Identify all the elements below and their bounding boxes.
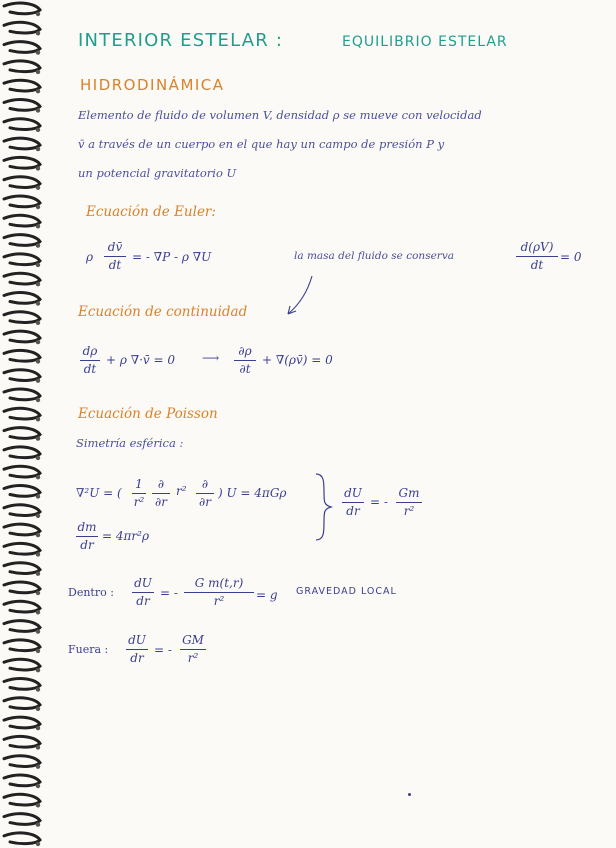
spiral-hole [36,475,40,479]
section-heading-hidrodinamica: HIDRODINÁMICA [80,76,225,94]
spiral-hole [36,89,40,93]
spiral-coil [4,524,40,535]
local-gravity-label: GRAVEDAD LOCAL [296,586,397,597]
spiral-coil [4,61,40,72]
mass-conservation-fraction [516,240,558,273]
spiral-hole [36,822,40,826]
spiral-hole [36,707,40,711]
spiral-coil [4,736,40,747]
spiral-hole [36,629,40,633]
spiral-hole [36,301,40,305]
spiral-binding [0,0,46,848]
spiral-coil [4,659,40,670]
spiral-hole [36,649,40,653]
inside-g-den: r² [213,594,225,608]
spiral-coil [4,756,40,767]
res2-num: Gm [398,486,420,500]
spiral-coil [4,698,40,709]
spiral-coil [4,235,40,246]
spiral-coil [4,447,40,458]
spiral-coil [4,814,40,825]
page-title: INTERIOR ESTELAR : [78,30,284,51]
spherical-symmetry-label: Simetría esférica : [76,436,184,450]
inside-fraction-Gm [184,576,254,609]
lap-frac-c [196,477,214,510]
intro-line-3: un potencial gravitatorio U [78,166,237,180]
spiral-coil [4,138,40,149]
mass-frac-den: dt [530,258,544,272]
spiral-hole [36,552,40,556]
euler-fraction [104,240,126,273]
right-brace-icon [312,472,334,542]
spiral-hole [36,147,40,151]
spiral-coil [4,543,40,554]
spiral-hole [36,166,40,170]
continuity-heading: Ecuación de continuidad [78,304,248,320]
spiral-coil [4,177,40,188]
intro-line-2: v̄ a través de un cuerpo en el que hay un campo de presión P y [78,137,445,151]
spiral-coil [4,254,40,265]
dm-dr-rhs: = 4πr²ρ [102,529,149,543]
euler-frac-den: dt [108,258,122,272]
spiral-coil [4,215,40,226]
spiral-hole [36,108,40,112]
spiral-coil [4,350,40,361]
spiral-hole [36,282,40,286]
spiral-hole [36,224,40,228]
cont-f2-den: ∂t [239,362,251,376]
spiral-coil [4,273,40,284]
spiral-coil [4,119,40,130]
spiral-coil [4,582,40,593]
cont-f1-num: dρ [82,344,98,358]
spiral-hole [36,128,40,132]
spiral-coil [4,331,40,342]
euler-rho: ρ [86,250,94,264]
inside-num: dU [134,576,152,590]
lap-fc-num: ∂ [201,477,209,491]
outside-equals: = - [154,643,172,657]
euler-frac-num: dv̄ [107,240,123,254]
implies-arrow-icon: ⟶ [202,351,220,365]
spiral-hole [36,340,40,344]
spiral-hole [36,533,40,537]
outside-fraction-dU [126,633,148,666]
outside-g-num: GM [182,633,204,647]
spiral-hole [36,263,40,267]
lap-r2: r² [176,484,187,498]
spiral-hole [36,243,40,247]
inside-equals: = - [160,586,178,600]
spiral-coil [4,100,40,111]
result-equals: = - [370,495,388,509]
spiral-coil [4,389,40,400]
spiral-coil [4,428,40,439]
spiral-hole [36,70,40,74]
mass-frac-num: d(ρV) [520,240,554,254]
mass-conservation-note: la masa del fluido se conserva [294,250,455,262]
spiral-coil [4,466,40,477]
spiral-coil [4,775,40,786]
spiral-coil [4,157,40,168]
spiral-coil [4,22,40,33]
result-fraction-Gm [396,486,422,519]
mass-conservation-rhs: = 0 [560,250,582,264]
ink-dot [408,793,411,796]
spiral-coil [4,3,40,14]
spiral-hole [36,31,40,35]
spiral-coil [4,196,40,207]
spiral-hole [36,359,40,363]
spiral-hole [36,321,40,325]
continuity-frac-2 [234,344,256,377]
spiral-hole [36,803,40,807]
outside-g-den: r² [187,651,199,665]
inside-g-num: G m(t,r) [194,576,244,590]
spiral-hole [36,745,40,749]
cont-f1-den: dt [83,362,97,376]
spiral-hole [36,205,40,209]
spiral-hole [36,765,40,769]
spiral-hole [36,494,40,498]
spiral-coil [4,505,40,516]
outside-den: dr [130,651,144,665]
spiral-coil [4,293,40,304]
spiral-coil [4,42,40,53]
spiral-coil [4,312,40,323]
spiral-hole [36,436,40,440]
dm-den: dr [80,538,94,552]
spiral-hole [36,417,40,421]
continuity-end: + ∇̄(ρv̄) = 0 [262,353,333,367]
outside-num: dU [128,633,146,647]
dm-dr-fraction [76,520,98,553]
spiral-coil [4,370,40,381]
lap-fb-num: ∂ [157,477,165,491]
spiral-coil [4,80,40,91]
res2-den: r² [403,504,415,518]
spiral-hole [36,610,40,614]
euler-rhs: = - ∇̄P - ρ ∇̄U [132,250,212,264]
spiral-coil [4,601,40,612]
spiral-hole [36,379,40,383]
laplacian-rhs: ) U = 4πGρ [218,486,287,500]
outside-label: Fuera : [68,643,109,656]
spiral-coil [4,408,40,419]
spiral-coil [4,717,40,728]
spiral-hole [36,784,40,788]
lap-fa-den: r² [133,495,145,509]
lap-fa-num: 1 [135,477,143,491]
spiral-hole [36,572,40,576]
inside-den: dr [136,594,150,608]
cont-f2-num: ∂ρ [238,344,252,358]
inside-fraction-dU [132,576,154,609]
lap-fc-den: ∂r [199,495,211,509]
spiral-hole [36,456,40,460]
euler-heading: Ecuación de Euler: [86,204,216,220]
res-num: dU [344,486,362,500]
spiral-hole [36,591,40,595]
inside-label: Dentro : [68,586,114,599]
poisson-heading: Ecuación de Poisson [78,406,218,422]
arrow-annotation [280,270,320,320]
spiral-coil [4,563,40,574]
continuity-middle: + ρ ∇̄·v̄ = 0 [106,353,176,367]
spiral-hole [36,842,40,846]
spiral-coil [4,833,40,844]
spiral-coil [4,794,40,805]
spiral-coil [4,679,40,690]
spiral-hole [36,726,40,730]
spiral-hole [36,50,40,54]
result-fraction-dU [342,486,364,519]
spiral-hole [36,687,40,691]
spiral-hole [36,12,40,16]
spiral-coil [4,640,40,651]
lap-frac-b [152,477,170,510]
spiral-hole [36,668,40,672]
laplacian-lhs: ∇²U = ( [76,486,122,500]
spiral-hole [36,186,40,190]
lap-frac-a [132,477,146,510]
spiral-hole [36,398,40,402]
continuity-frac-1 [80,344,100,377]
intro-line-1: Elemento de fluido de volumen V, densidad ρ se mueve con velocidad [78,108,482,122]
spiral-coil [4,486,40,497]
lap-fb-den: ∂r [155,495,167,509]
outside-fraction-GM [180,633,206,666]
dm-num: dm [77,520,97,534]
page-subtitle: EQUILIBRIO ESTELAR [342,34,508,50]
res-den: dr [346,504,360,518]
spiral-coil [4,621,40,632]
inside-g-equals: = g [256,588,278,602]
spiral-hole [36,514,40,518]
